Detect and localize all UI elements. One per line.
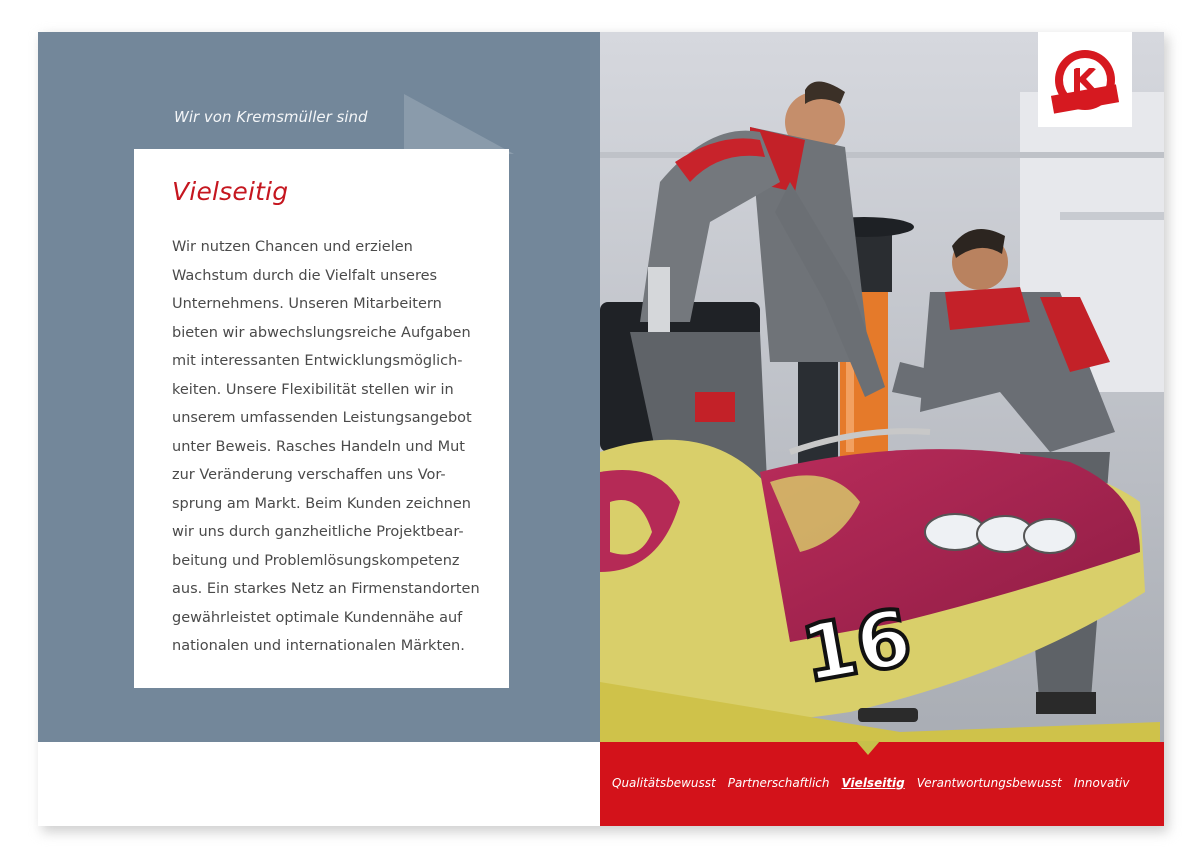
body-line: unserem umfassenden Leistungsangebot	[172, 410, 472, 426]
text-card	[134, 149, 509, 688]
body-line: aus. Ein starkes Netz an Firmenstandorten	[172, 581, 480, 597]
body-line: beitung und Problemlösungskompetenz	[172, 552, 460, 569]
nav-item-verantwortungsbewusst[interactable]: Verantwortungsbewusst	[916, 776, 1062, 790]
car-number: 16	[795, 593, 919, 701]
nav-item-partnerschaftlich[interactable]: Partnerschaftlich	[727, 776, 830, 790]
brochure-spread	[38, 32, 1164, 826]
folded-corner-decoration	[404, 94, 514, 154]
body-line: Wachstum durch die Vielfalt unseres	[172, 267, 438, 284]
body-line: keiten. Unsere Flexibilität stellen wir in	[172, 381, 454, 398]
body-line: Unternehmens. Unseren Mitarbeitern	[172, 296, 442, 312]
value-nav	[612, 776, 1164, 790]
workers-photo	[600, 32, 1164, 742]
active-indicator-notch	[856, 741, 880, 755]
body-line: unter Beweis. Rasches Handeln und Mut	[172, 438, 465, 455]
body-line: zur Veränderung verschaffen uns Vor-	[172, 467, 446, 483]
intro-line: Wir von Kremsmüller sind	[174, 108, 368, 126]
brand-logo	[1038, 32, 1132, 127]
body-line: wir uns durch ganzheitliche Projektbear-	[172, 524, 464, 540]
page-title: Vielseitig	[172, 177, 289, 206]
nav-item-vielseitig[interactable]: Vielseitig	[841, 776, 905, 790]
body-line: mit interessanten Entwicklungsmöglich-	[172, 353, 463, 369]
kremserl-seal-logo	[1038, 32, 1132, 127]
body-line: bieten wir abwechslungsreiche Aufgaben	[172, 324, 471, 341]
body-line: sprung am Markt. Beim Kunden zeichnen	[172, 495, 471, 512]
body-line: Wir nutzen Chancen und erzielen	[172, 239, 413, 255]
body-text	[172, 233, 482, 661]
body-line: gewährleistet optimale Kundennähe auf	[172, 609, 463, 626]
body-line: nationalen und internationalen Märkten.	[172, 638, 465, 654]
nav-item-innovativ[interactable]: Innovativ	[1073, 776, 1130, 790]
value-nav-bar	[600, 742, 1164, 826]
photo-illustration	[600, 32, 1164, 742]
nav-item-qualitaetsbewusst[interactable]: Qualitätsbewusst	[612, 776, 716, 790]
